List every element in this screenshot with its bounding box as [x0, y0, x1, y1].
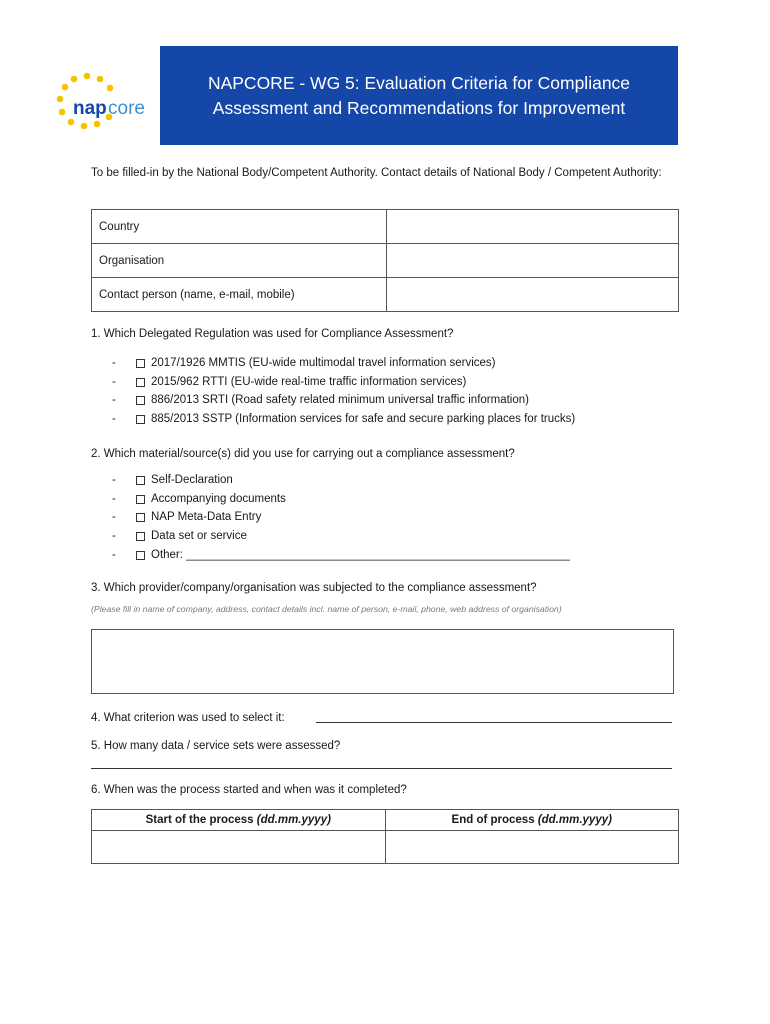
country-label: Country	[92, 210, 387, 244]
option-label: NAP Meta-Data Entry	[151, 511, 262, 524]
regulation-options	[112, 354, 575, 429]
checkbox-self-declaration[interactable]	[136, 476, 145, 485]
contact-details-table	[91, 209, 679, 312]
title-banner	[160, 46, 678, 145]
organisation-label: Organisation	[92, 244, 387, 278]
start-date-field[interactable]	[92, 831, 386, 864]
checkbox-data-set[interactable]	[136, 532, 145, 541]
list-item: - NAP Meta-Data Entry	[112, 508, 570, 527]
checkbox-mmtis[interactable]	[136, 359, 145, 368]
start-column-label: Start of the process	[145, 814, 254, 826]
material-options	[112, 471, 570, 564]
checkbox-other[interactable]	[136, 551, 145, 560]
contact-person-field[interactable]	[387, 278, 679, 312]
question-4: 4. What criterion was used to select it:	[91, 712, 285, 724]
process-dates-table	[91, 809, 679, 864]
list-item: - 2017/1926 MMTIS (EU-wide multimodal travel information services)	[112, 354, 575, 373]
option-label: 2017/1926 MMTIS (EU-wide multimodal travel information services)	[151, 357, 496, 369]
start-column-format: (dd.mm.yyyy)	[256, 814, 331, 826]
title-line-1: NAPCORE - WG 5: Evaluation Criteria for Compliance	[207, 72, 631, 93]
list-item: - 885/2013 SSTP (Information services for safe and secure parking places for trucks)	[112, 410, 575, 429]
question-3: 3. Which provider/company/organisation was subjected to the compliance assessment?	[91, 582, 537, 594]
provider-details-field[interactable]	[91, 629, 674, 694]
table-row	[92, 210, 679, 244]
checkbox-accompanying-documents[interactable]	[136, 495, 145, 504]
list-item: - Self-Declaration	[112, 471, 570, 490]
checkbox-srti[interactable]	[136, 396, 145, 405]
country-field[interactable]	[387, 210, 679, 244]
question-2: 2. Which material/source(s) did you use for carrying out a compliance assessment?	[91, 448, 515, 460]
end-column-format: (dd.mm.yyyy)	[537, 814, 612, 826]
question-3-hint: (Please fill in name of company, address, contact details incl. name of person, e-mail, phone, web address of organisation)	[91, 604, 562, 614]
question-5: 5. How many data / service sets were assessed?	[91, 740, 341, 752]
table-row	[92, 831, 679, 864]
checkbox-rtti[interactable]	[136, 378, 145, 387]
table-row	[92, 278, 679, 312]
table-header-row	[92, 810, 679, 831]
option-label: Accompanying documents	[151, 492, 286, 505]
list-item: - Data set or service	[112, 527, 570, 546]
table-row	[92, 244, 679, 278]
option-label: Self-Declaration	[151, 474, 233, 486]
criterion-answer-line[interactable]	[316, 722, 672, 723]
list-item: - 886/2013 SRTI (Road safety related minimum universal traffic information)	[112, 391, 575, 410]
list-item: - 2015/962 RTTI (EU-wide real-time traffic information services)	[112, 373, 575, 392]
end-column-label: End of process	[451, 814, 535, 826]
napcore-logo	[54, 70, 164, 138]
option-label: Data set or service	[151, 530, 247, 543]
list-item: - Other: ____________________________________________________________	[112, 546, 570, 565]
svg-text:nap: nap	[73, 98, 107, 119]
question-6: 6. When was the process started and when was it completed?	[91, 784, 407, 796]
document-title	[208, 71, 630, 121]
contact-person-label: Contact person (name, e-mail, mobile)	[92, 278, 387, 312]
option-label: Other: ____________________________________________________________	[151, 548, 570, 561]
end-column-header	[385, 810, 679, 831]
checkbox-sstp[interactable]	[136, 415, 145, 424]
checkbox-nap-metadata[interactable]	[136, 513, 145, 522]
sets-assessed-answer-line[interactable]	[91, 768, 672, 769]
end-date-field[interactable]	[385, 831, 679, 864]
start-column-header	[92, 810, 386, 831]
question-1: 1. Which Delegated Regulation was used for Compliance Assessment?	[91, 328, 454, 340]
svg-text:core: core	[108, 98, 145, 119]
organisation-field[interactable]	[387, 244, 679, 278]
list-item: - Accompanying documents	[112, 490, 570, 509]
title-line-2: Assessment and Recommendations for Improvement	[212, 97, 626, 118]
option-label: 2015/962 RTTI (EU-wide real-time traffic information services)	[151, 375, 467, 388]
option-label: 885/2013 SSTP (Information services for safe and secure parking places for trucks)	[151, 413, 576, 426]
intro-text: To be filled-in by the National Body/Competent Authority. Contact details of National Body / Competent Authority:	[91, 167, 662, 179]
option-label: 886/2013 SRTI (Road safety related minimum universal traffic information)	[151, 394, 529, 407]
